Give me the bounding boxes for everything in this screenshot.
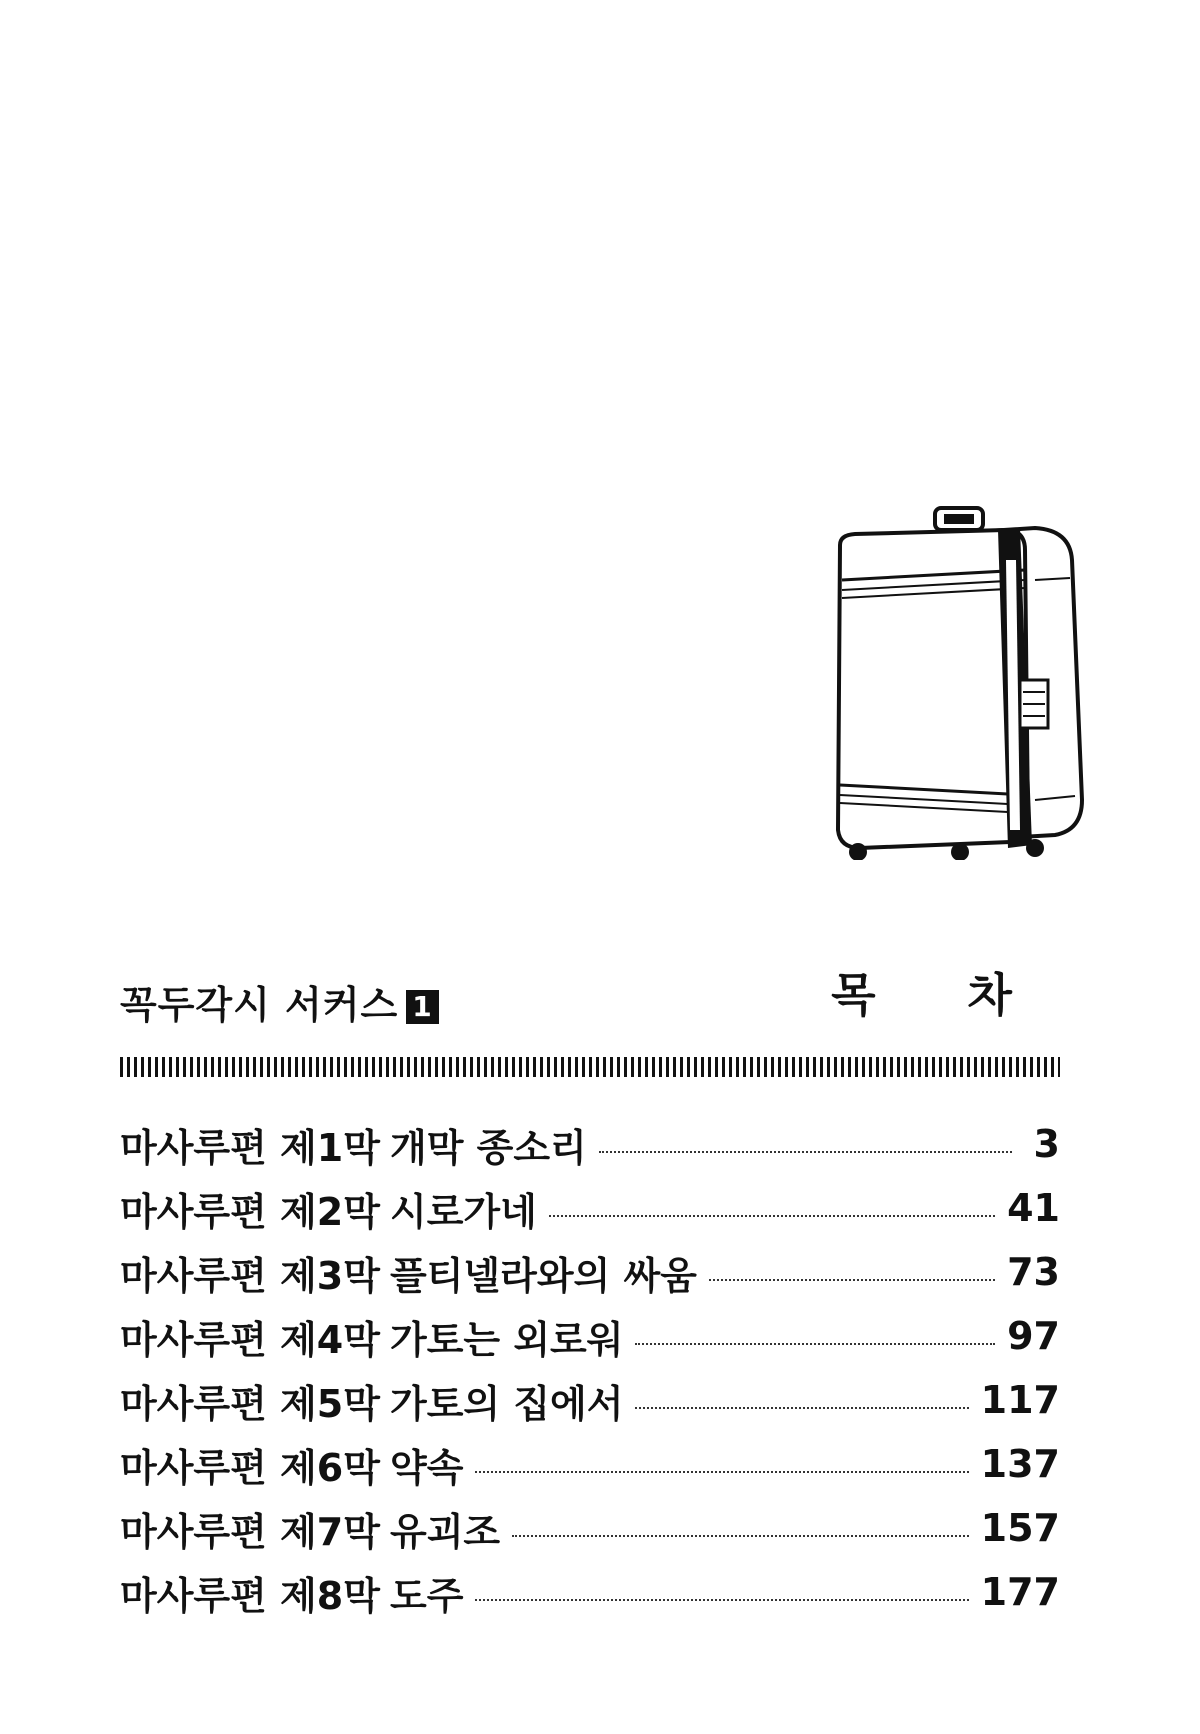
dot-leader — [709, 1279, 995, 1281]
toc-chapter-title: 가토는 외로워 — [390, 1317, 624, 1362]
toc-row[interactable] — [120, 1368, 1060, 1432]
toc-row[interactable] — [120, 1432, 1060, 1496]
toc-chapter-label: 마사루편 제2막 — [120, 1189, 380, 1234]
toc-page-number: 157 — [980, 1506, 1060, 1550]
dot-leader — [635, 1407, 968, 1409]
volume-badge: 1 — [406, 990, 438, 1024]
toc-chapter-label: 마사루편 제8막 — [120, 1573, 380, 1618]
toc-page-number: 137 — [980, 1442, 1060, 1486]
toc-chapter-label: 마사루편 제5막 — [120, 1381, 380, 1426]
toc-chapter-label: 마사루편 제1막 — [120, 1125, 380, 1170]
dot-leader — [635, 1343, 995, 1345]
series-title-text: 꼭두각시 서커스 — [120, 983, 399, 1027]
toc-page-number: 117 — [980, 1378, 1060, 1422]
toc-page-number: 97 — [1007, 1314, 1060, 1358]
toc-chapter-title: 약속 — [390, 1445, 464, 1490]
toc-chapter-title: 플티넬라와의 싸움 — [390, 1253, 697, 1298]
toc-page-number: 177 — [980, 1570, 1060, 1614]
toc-chapter-title: 개막 종소리 — [390, 1125, 587, 1170]
toc-chapter-label: 마사루편 제7막 — [120, 1509, 380, 1554]
toc-page-number: 73 — [1007, 1250, 1060, 1294]
toc-chapter-title: 유괴조 — [390, 1509, 501, 1554]
suitcase-illustration — [820, 500, 1090, 860]
dot-leader — [512, 1535, 969, 1537]
toc-chapter-label: 마사루편 제3막 — [120, 1253, 380, 1298]
toc-chapter-label: 마사루편 제6막 — [120, 1445, 380, 1490]
toc-heading: 목 차 — [831, 968, 1050, 1022]
toc-row[interactable] — [120, 1176, 1060, 1240]
toc-chapter-title: 시로가네 — [390, 1189, 537, 1234]
tick-rule-divider — [120, 1057, 1060, 1077]
series-title — [120, 985, 439, 1025]
toc-list — [120, 1112, 1060, 1624]
toc-row[interactable] — [120, 1560, 1060, 1624]
toc-row[interactable] — [120, 1112, 1060, 1176]
dot-leader — [599, 1151, 1012, 1153]
toc-chapter-label: 마사루편 제4막 — [120, 1317, 380, 1362]
toc-row[interactable] — [120, 1496, 1060, 1560]
toc-chapter-title: 가토의 집에서 — [390, 1381, 624, 1426]
dot-leader — [475, 1471, 968, 1473]
toc-row[interactable] — [120, 1240, 1060, 1304]
toc-page-number: 3 — [1033, 1122, 1060, 1166]
toc-chapter-title: 도주 — [390, 1573, 464, 1618]
toc-page-number: 41 — [1007, 1186, 1060, 1230]
dot-leader — [475, 1599, 968, 1601]
dot-leader — [549, 1215, 995, 1217]
toc-row[interactable] — [120, 1304, 1060, 1368]
